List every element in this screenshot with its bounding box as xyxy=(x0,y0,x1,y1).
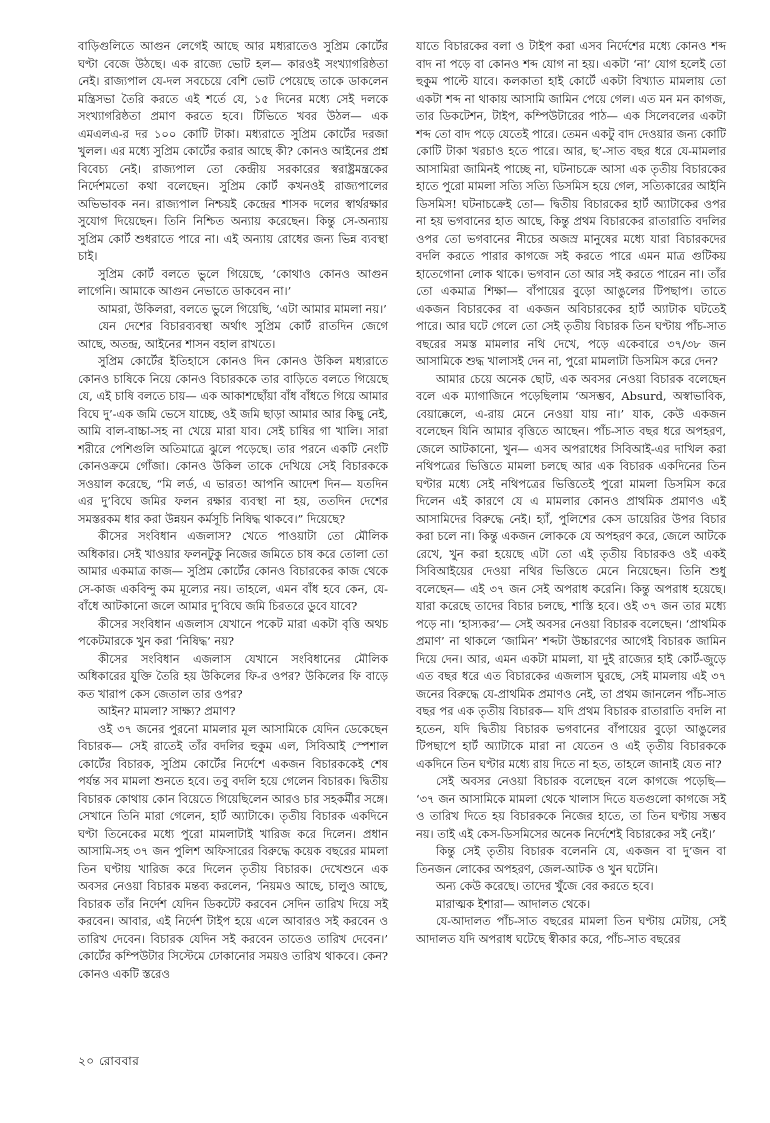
paragraph: কীসের সংবিধান এজলাস যেখানে সংবিধানের মৌলিক অধিকারের যুক্তি তৈরি হয় উকিলের ফি-র ওপর? উকিলের ফি বাড়ে কত খারাপ কেস জেতাল তার ওপর? xyxy=(78,651,388,701)
paragraph: আমরা, উকিলরা, বলতে ভুলে গিয়েছি, ‘এটা আমার মামলা নয়।’ xyxy=(98,301,387,316)
paragraph: যেন দেশের বিচারব্যবস্থা অর্থাৎ সুপ্রিম কোর্ট রাতদিন জেগে আছে, অতন্দ্র, আইনের শাসন বহাল রাখতে। xyxy=(78,319,388,351)
paragraph: মারাত্মক ইশারা— আদালত থেকে। xyxy=(436,896,591,911)
paragraph: যাতে বিচারকের বলা ও টাইপ করা এসব নির্দেশের মধ্যে কোনও শব্দ বাদ না পড়ে বা কোনও শব্দ যোগ না হয়। একটা ‘না’ যোগ হলেই তো হুকুম পাল্টে যাবে। কলকাতা হাই কোর্টে একটা বিখ্যাত মামলায় তো একটা শব্দ না থাকায় আসামি জামিন পেয়ে গেল। এত মন মন কাগজ, তার ডিকটেশন, টাইপ, কম্পিউটারের পাঠ— এক সিলেবলের একটা শব্দ তো বাদ পড়ে যেতেই পারে। তেমন একটু বাদ দেওয়ার জন্য কোটি কোটি টাকা খরচাও হতে পারে। আর, ছ’-সাত বছর ধরে যে-মামলার আসামিরা জামিনই পাচ্ছে না, ঘটনাচক্রে আসা এক তৃতীয় বিচারকের হাতে পুরো মামলা সত্যি সত্যি ডিসমিস হয়ে গেল, সত্যিকারের আইনি ডিসমিস! ঘটনাচক্রেই তো— দ্বিতীয় বিচারকের হার্ট অ্যাটাকের ওপর না হয় ভগবানের হাত আছে, কিন্তু প্রথম বিচারকের রাতারাতি বদলির ওপর তো ভগবানের নীচের অজস্র মানুষের মধ্যে যারা বিচারকদের বদলি করতে পারার কাগজে সই করতে পারে এমন মাত্র গুটিকয় হাতেগোনা লোক থাকে। ভগবান তো আর সই করতে পারেন না। তাঁর তো একমাত্র শিক্ষা— বাঁপায়ের বুড়ো আঙুলের টিপছাপ। তাতে একজন বিচারকের বা একজন অবিচারকের হার্ট অ্যাটাক ঘটতেই পারে। আর ঘটে গেলে তো সেই তৃতীয় বিচারক তিন ঘণ্টায় পাঁচ-সাত বছরের সমস্ত মামলার নথি দেখে, পড়ে একেবারে ৩৭/৩৮ জন আসামিকে শুদ্ধ খালাসই দেন না, পুরো মামলাটা ডিসমিস করে দেন? xyxy=(416,39,726,368)
page-number: ২০ xyxy=(78,1054,95,1068)
article-columns xyxy=(78,38,726,983)
paragraph: অন্য কেউ করেছে। তাদের খুঁজে বের করতে হবে। xyxy=(436,879,654,893)
paragraph: বাড়িগুলিতে আগুন লেগেই আছে আর মধ্যরাতেও সুপ্রিম কোর্টের ঘণ্টা বেজে উঠছে। এক রাজ্যে ভোট হল— কারওই সংখ্যাগরিষ্ঠতা নেই। রাজ্যপাল যে-দল সবচেয়ে বেশি ভোট পেয়েছে তাকে ডাকলেন মন্ত্রিসভা তৈরি করতে এই শর্তে যে, ১৫ দিনের মধ্যে সেই দলকে সংখ্যাগরিষ্ঠতা প্রমাণ করতে হবে। টিভিতে খবর উঠল— এক এমএলএ-র দর ১০০ কোটি টাকা। মধ্যরাতে সুপ্রিম কোর্টের দরজা খুলল। এর মধ্যে সুপ্রিম কোর্টের করার আছে কী? কোনও আইনের প্রশ্ন বিবেচ্য নেই। রাজ্যপাল তো কেন্দ্রীয় সরকারের স্বরাষ্ট্রমন্ত্রকের নির্দেশমতো কথা বলেছেন। সুপ্রিম কোর্ট কখনওই রাজ্যপালের অভিভাবক নন। রাজ্যপাল নিশ্চয়ই কেন্দ্রের শাসক দলের স্বার্থরক্ষার সুযোগ দিয়েছেন। তিনি নিশ্চিত অন্যায় করেছেন। কিন্তু সে-অন্যায় সুপ্রিম কোর্ট শুধরাতে পারে না। এই অন্যায় রোধের জন্য ভিন্ন ব্যবস্থা চাই। xyxy=(78,39,388,263)
paragraph: সুপ্রিম কোর্টের ইতিহাসে কোনও দিন কোনও উকিল মধ্যরাতে কোনও চাষিকে নিয়ে কোনও বিচারককে তার বাড়িতে বলতে গিয়েছে যে, এই চাষি বলতে চায়— এক আকাশছোঁয়া বাঁধ বাঁধতে গিয়ে আমার বিঘে দু’-এক জমি ভেসে যাচ্ছে, ওই জমি ছাড়া আমার আর কিছু নেই, আমি বাল-বাচ্চা-সহ না খেয়ে মারা যাব। সেই চাষির গা খালি। সারা শরীরে পেশিগুলি অতিমাত্রে ঝুলে পড়েছে। তার পরনে একটি নেংটি কোনওক্রমে গোঁজা। কোনও উকিল তাকে দেখিয়ে সেই বিচারককে সওয়াল করেছে, “মি লর্ড, এ ভারত! আপনি আদেশ দিন— যতদিন এর দু’বিঘে জমির ফলন রক্ষার ব্যবস্থা না হয়, ততদিন দেশের সমস্তরকম ধার করা উন্নয়ন কর্মসূচি নিষিদ্ধ থাকবে।” দিয়েছে? xyxy=(78,354,388,526)
paragraph: আমার চেয়ে অনেক ছোট, এক অবসর নেওয়া বিচারক বলেছেন বলে এক ম্যাগাজিনে পড়েছিলাম ‘অসম্ভব, Absurd, অস্বাভাবিক, বেয়াক্কেলে, এ-রায় মেনে নেওয়া যায় না।’ যাক, কেউ একজন বলেছেন যিনি আমার বৃত্তিতে আছেন। পাঁচ-সাত বছর ধরে অপহরণ, জেলে আটকানো, খুন— এসব অপরাধের সিবিআই-এর দাখিল করা নথিপত্রের ভিত্তিতে মামলা চলছে আর এক বিচারক একদিনের তিন ঘণ্টার মধ্যে সেই নথিপত্রের ভিত্তিতেই পুরো মামলা ডিসমিস করে দিলেন এই কারণে যে এ মামলার কোনও প্রাথমিক প্রমাণও এই আসামিদের বিরুদ্ধে নেই। হ্যাঁ, পুলিশের কেস ডায়েরির উপর বিচার করা চলে না। কিন্তু একজন লোককে যে অপহরণ করে, জেলে আটকে রেখে, খুন করা হয়েছে এটা তো এই তৃতীয় বিচারকও ওই একই সিবিআইয়ের দেওয়া নথির ভিত্তিতে মেনে নিয়েছেন। তিনি শুধু বলেছেন— এই ৩৭ জন সেই অপরাধ করেনি। কিন্তু অপরাধ হয়েছে। যারা করেছে তাদের বিচার চলছে, শাস্তি হবে। ওই ৩৭ জন তার মধ্যে পড়ে না। ‘হাস্যকর’— সেই অবসর নেওয়া বিচারক বলেছেন। ‘প্রাথমিক প্রমাণ’ না থাকলে ‘জামিন’ শব্দটা উচ্চারণের আগেই বিচারক জামিন দিয়ে দেন। আর, এমন একটা মামলা, যা দুই রাজ্যের হাই কোর্ট-জুড়ে এত বছর ধরে এত বিচারকের এজলাস ঘুরছে, সেই মামলায় এই ৩৭ জনের বিরুদ্ধে যে-প্রাথমিক প্রমাণও নেই, তা প্রথম জানলেন পাঁচ-সাত বছর পর এক তৃতীয় বিচারক— যদি প্রথম বিচারক রাতারাতি বদলি না হতেন, যদি দ্বিতীয় বিচারক ভগবানের বাঁপায়ের বুড়ো আঙুলের টিপছাপে হার্ট অ্যাটাকে মারা না যেতেন ও এই তৃতীয় বিচারককে একদিনে তিন ঘণ্টার মধ্যে রায় দিতে না হত, তাহলে জানাই যেত না? xyxy=(416,371,726,771)
paragraph: ওই ৩৭ জনের পুরনো মামলার মূল আসামিকে যেদিন ডেকেছেন বিচারক— সেই রাতেই তাঁর বদলির হুকুম এল, সিবিআই স্পেশাল কোর্টের বিচারক, সুপ্রিম কোর্টের নির্দেশে একজন বিচারককেই শেষ পর্যন্ত সব মামলা শুনতে হবে। তবু বদলি হয়ে গেলেন বিচারক। দ্বিতীয় বিচারক কোথায় কোন বিয়েতে গিয়েছিলেন আরও চার সহকর্মীর সঙ্গে। সেখানে তিনি মারা গেলেন, হার্ট অ্যাটাকে। তৃতীয় বিচারক একদিনে ঘণ্টা তিনেকের মধ্যে পুরো মামলাটাই খারিজ করে দিলেন। প্রধান আসামি-সহ ৩৭ জন পুলিশ অফিসারের বিরুদ্ধে কয়েক বছরের মামলা তিন ঘণ্টায় খারিজ করে দিলেন তৃতীয় বিচারক। দেখেশুনে এক অবসর নেওয়া বিচারক মন্তব্য করলেন, ‘নিয়মও আছে, চালুও আছে, বিচারক তাঁর নির্দেশ যেদিন ডিকটেট করবেন সেদিন তারিখ দিয়ে সই করবেন। আবার, এই নির্দেশ টাইপ হয়ে এলে আবারও সই করবেন ও তারিখ দেবেন। বিচারক যেদিন সই করবেন তাতেও তারিখ দেবেন।’ কোর্টের কম্পিউটার সিস্টেমে ঢোকানোর সময়ও তারিখ থাকবে। কেন? কোনও একটি স্তরেও xyxy=(78,721,388,981)
paragraph: যে-আদালত পাঁচ-সাত বছরের মামলা তিন ঘণ্টায় মেটায়, সেই আদালত যদি অপরাধ ঘটেছে স্বীকার করে, পাঁচ-সাত বছরের xyxy=(416,914,726,946)
paragraph: সেই অবসর নেওয়া বিচারক বলেছেন বলে কাগজে পড়েছি— ‘৩৭ জন আসামিকে মামলা থেকে খালাস দিতে যতগুলো কাগজে সই ও তারিখ দিতে হয় বিচারককে নিজের হাতে, তা তিন ঘণ্টায় সম্ভব নয়। তাই এই কেস-ডিসমিসের অনেক নির্দেশেই বিচারকের সই নেই।’ xyxy=(416,774,726,841)
paragraph: কিন্তু সেই তৃতীয় বিচারক বলেননি যে, একজন বা দু’জন বা তিনজন লোকের অপহরণ, জেল-আটক ও খুন ঘটেনি। xyxy=(416,844,726,876)
left-column xyxy=(78,38,388,983)
paragraph: আইন? মামলা? সাক্ষ্য? প্রমাণ? xyxy=(98,704,236,718)
paragraph: কীসের সংবিধান এজলাস যেখানে পকেট মারা একটা বৃত্তি অথচ পকেটমারকে খুন করা ‘নিষিদ্ধ’ নয়? xyxy=(78,616,388,648)
page-footer xyxy=(78,1053,139,1073)
paragraph: কীসের সংবিধান এজলাস? খেতে পাওয়াটা তো মৌলিক অধিকার। সেই খাওয়ার ফলনটুকু নিজের জমিতে চাষ করে তোলা তো আমার একমাত্র কাজ— সুপ্রিম কোর্টের কোনও বিচারকের কাজ থেকে সে-কাজ একবিন্দু কম মূল্যের নয়। তাহলে, এমন বাঁধ হবে কেন, যে-বাঁধে আটকানো জলে আমার দু’বিঘে জমি চিরতরে ডুবে যাবে? xyxy=(78,529,388,613)
footer-day: রোববার xyxy=(98,1054,140,1068)
right-column xyxy=(416,38,726,983)
paragraph: সুপ্রিম কোর্ট বলতে ভুলে গিয়েছে, ‘কোথাও কোনও আগুন লাগেনি। আমাকে আগুন নেভাতে ডাকবেন না।’ xyxy=(78,266,388,298)
